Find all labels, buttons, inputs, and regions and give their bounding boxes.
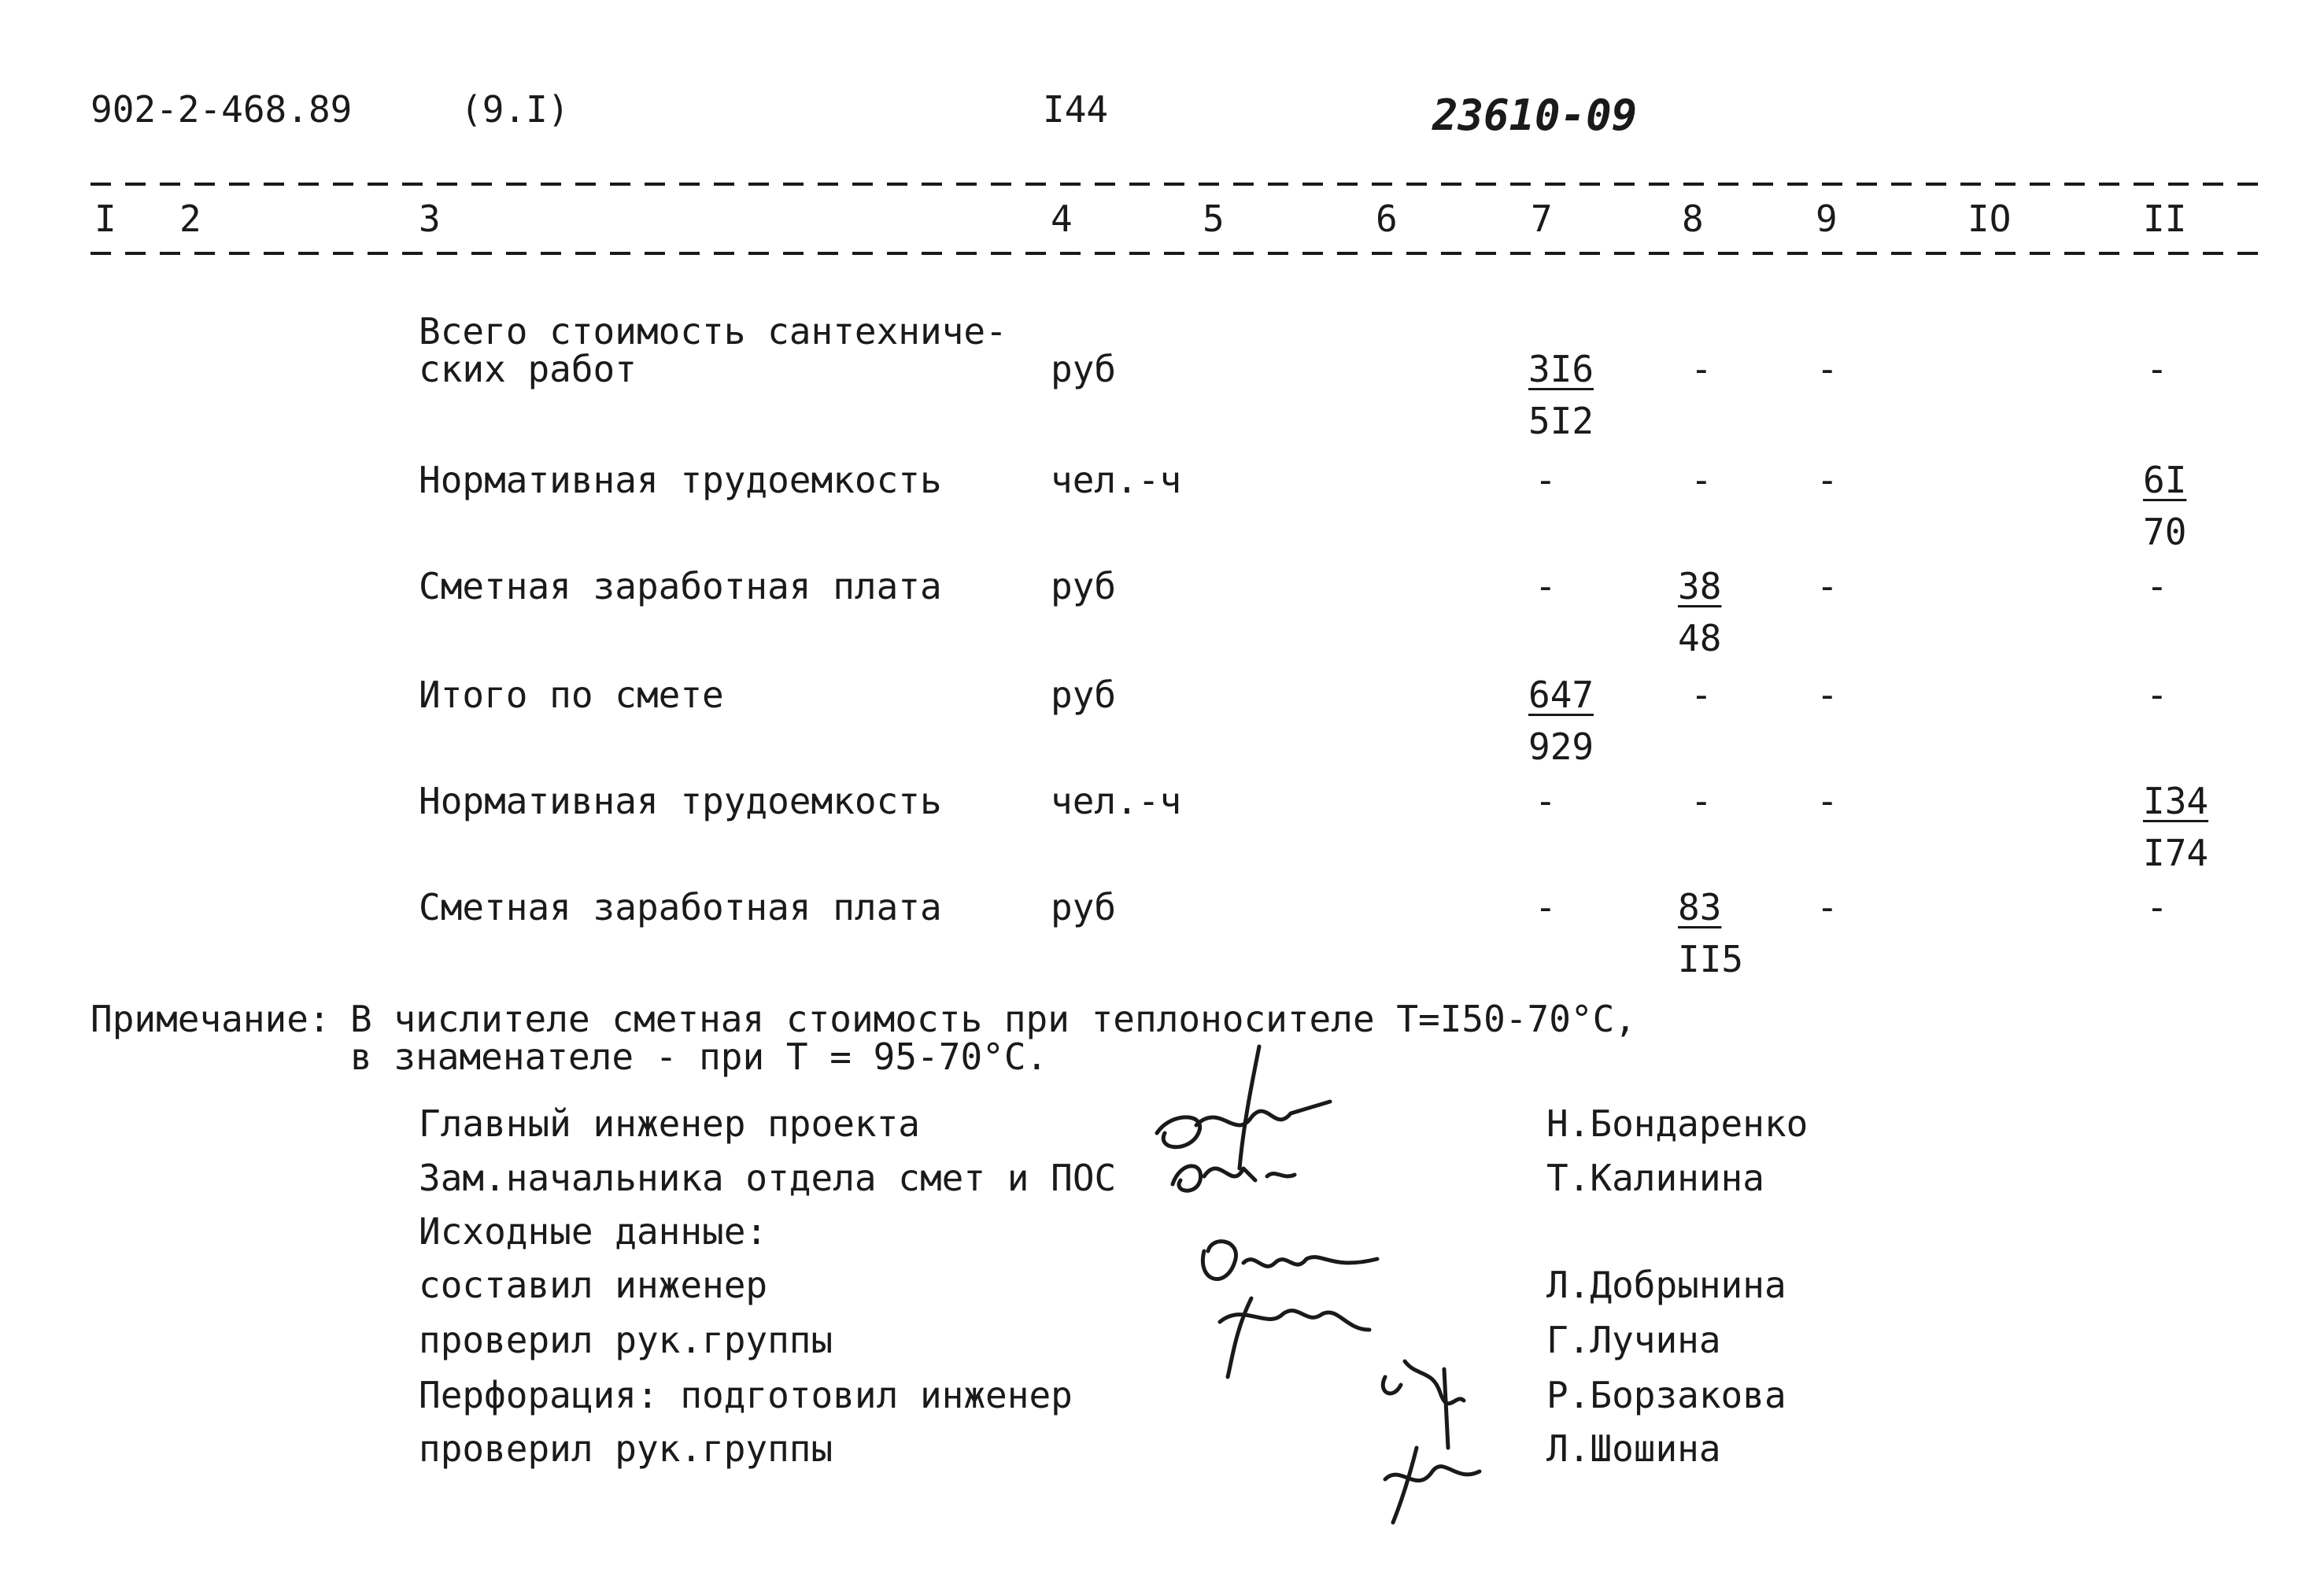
fraction-numerator: I34 [2143,780,2209,822]
column-header: 2 [179,198,201,240]
fraction-numerator: 83 [1678,886,1722,928]
empty-cell: - [1535,886,1557,928]
section-heading: Исходные данные: [419,1210,768,1253]
empty-cell: - [1816,459,1838,501]
column-header: 9 [1816,198,1838,240]
signatory-role: Перфорация: подготовил инженер [419,1374,1073,1416]
signatory-role: проверил рук.группы [419,1427,833,1470]
column-header: I [94,198,116,240]
signatory-name: Н.Бондаренко [1546,1102,1809,1145]
fraction-denominator: 929 [1528,725,1594,768]
column-header: 5 [1203,198,1225,240]
empty-cell: - [1690,674,1713,716]
note-label: Примечание: [91,998,331,1040]
header-rule-top [91,183,2259,186]
fraction-numerator: 647 [1528,674,1594,716]
column-header: II [2143,198,2187,240]
signatory-name: Р.Борзакова [1546,1374,1786,1416]
empty-cell: - [1816,780,1838,822]
column-header: 7 [1531,198,1553,240]
column-header: 3 [419,198,441,240]
empty-cell: - [1816,565,1838,607]
signature-kalinina [1157,1145,1330,1208]
fraction-denominator: 70 [2143,511,2187,553]
signatory-name: Л.Добрынина [1546,1264,1786,1306]
empty-cell: - [2146,674,2168,716]
fraction-numerator: 3I6 [1528,348,1594,390]
note-line-1: В числителе сметная стоимость при теплоносителе Т=I50-70°С, [350,998,1636,1040]
signature-borzakova-shoshina [1369,1346,1527,1526]
signatory-name: Л.Шошина [1546,1427,1721,1470]
row-label: Нормативная трудоемкость [419,780,942,822]
fraction-denominator: I74 [2143,832,2209,874]
empty-cell: - [1816,674,1838,716]
note-line-2: в знаменателе - при Т = 95-70°С. [350,1035,1048,1078]
empty-cell: - [1690,348,1713,390]
empty-cell: - [2146,565,2168,607]
empty-cell: - [1816,886,1838,928]
empty-cell: - [1816,348,1838,390]
signatory-role: Главный инженер проекта [419,1102,920,1145]
cost-fraction [1528,343,1594,447]
row-label: Всего стоимость сантехниче- [419,310,1007,353]
column-header: 4 [1051,198,1073,240]
row-unit: руб [1051,565,1117,607]
doc-code: 902-2-468.89 [91,88,353,131]
fraction-denominator: 5I2 [1528,400,1594,442]
column-header: 6 [1376,198,1398,240]
signatory-role: составил инженер [419,1264,768,1306]
header-rule-bottom [91,252,2259,255]
fraction-numerator: 6I [2143,459,2187,501]
row-label: Сметная заработная плата [419,565,942,607]
signatory-name: Г.Лучина [1546,1319,1721,1361]
empty-cell: - [1535,459,1557,501]
fraction-denominator: 48 [1678,617,1722,659]
row-label: Итого по смете [419,674,724,716]
labor-fraction [2143,775,2208,879]
page-number: I44 [1043,88,1109,131]
fraction-numerator: 38 [1678,565,1722,607]
column-header: IO [1967,198,2012,240]
wage-fraction [1678,881,1743,985]
total-fraction [1528,669,1594,773]
section-number: (9.I) [460,88,570,131]
empty-cell: - [1690,780,1713,822]
row-unit: руб [1051,348,1117,390]
empty-cell: - [1535,565,1557,607]
fraction-denominator: II5 [1678,938,1744,980]
wage-fraction [1678,560,1721,664]
empty-cell: - [1535,780,1557,822]
empty-cell: - [2146,886,2168,928]
row-label: Нормативная трудоемкость [419,459,942,501]
empty-cell: - [2146,348,2168,390]
row-unit: чел.-ч [1051,459,1182,501]
row-unit: руб [1051,674,1117,716]
column-header: 8 [1682,198,1704,240]
signatory-role: Зам.начальника отдела смет и ПОС [419,1157,1117,1199]
row-unit: руб [1051,886,1117,928]
row-label: Сметная заработная плата [419,886,942,928]
registration-stamp: 23610-09 [1432,90,1638,140]
row-unit: чел.-ч [1051,780,1182,822]
signatory-name: Т.Калинина [1546,1157,1764,1199]
row-label: ских работ [419,348,637,390]
labor-fraction [2143,454,2186,558]
empty-cell: - [1690,459,1713,501]
signatory-role: проверил рук.группы [419,1319,833,1361]
